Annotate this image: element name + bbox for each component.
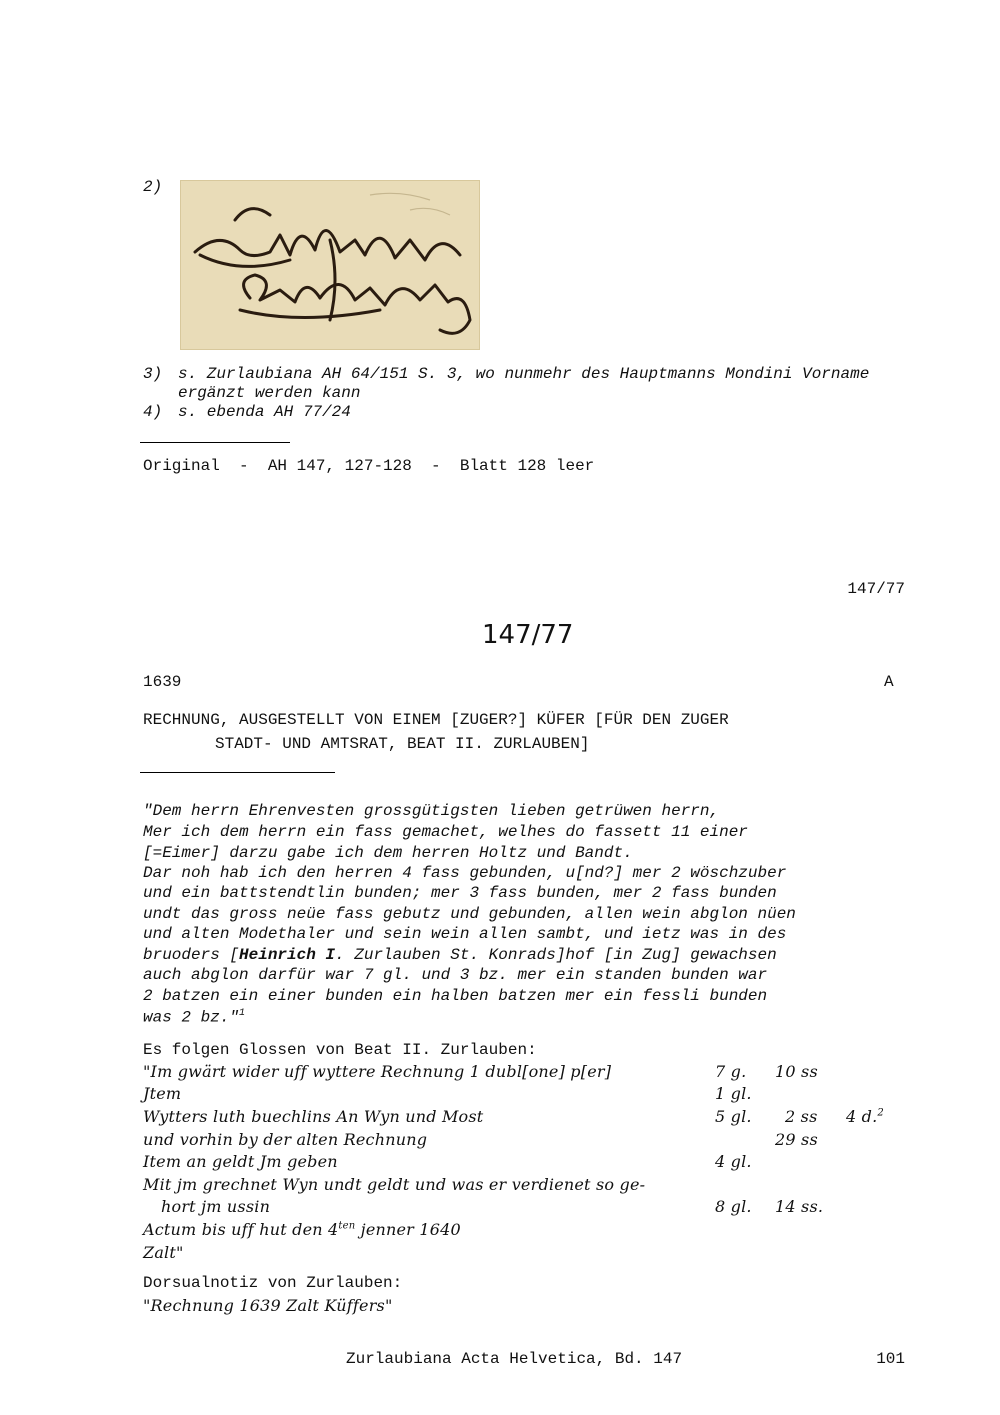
quote-text: bruoders [ xyxy=(143,946,240,964)
dorsal-label: Dorsualnotiz von Zurlauben: xyxy=(143,1274,403,1292)
quote-text: . Zurlauben St. Konrads]hof [in Zug] gewachsen xyxy=(335,946,777,964)
document-number-right: 147/77 xyxy=(847,580,905,598)
glosse-amount-schilling: 10 ss xyxy=(775,1062,818,1081)
footnote-4-text: s. ebenda AH 77/24 xyxy=(178,403,351,421)
page-number: 101 xyxy=(876,1350,905,1368)
glosse-row-text: Item an geldt Jm geben xyxy=(143,1152,338,1171)
glosse-row-text: Mit jm grechnet Wyn undt geldt und was er verdienet so ge- xyxy=(143,1175,646,1194)
quote-line: [=Eimer] darzu gabe ich dem herren Holtz und Bandt. xyxy=(143,844,633,862)
quote-line: Mer ich dem herrn ein fass gemachet, welhes do fassett 11 einer xyxy=(143,823,748,841)
glosse-amount-gulden: 4 gl. xyxy=(715,1152,752,1171)
glosse-amount-schilling: 14 ss. xyxy=(775,1197,824,1216)
actum-text: Actum bis uff hut den 4 xyxy=(143,1220,339,1239)
document-heading-line2: STADT- UND AMTSRAT, BEAT II. ZURLAUBEN] xyxy=(215,735,590,753)
glosse-amount-schilling: 2 ss xyxy=(785,1107,818,1126)
divider xyxy=(140,772,335,773)
quote-line: und alten Modethaler und sein wein allen sambt, und ietz was in des xyxy=(143,925,787,943)
glosse-amount-denar xyxy=(846,1107,884,1126)
glosse-row-text: Wytters luth buechlins An Wyn und Most xyxy=(143,1107,484,1126)
glossen-intro: Es folgen Glossen von Beat II. Zurlauben: xyxy=(143,1041,537,1059)
quote-line: undt das gross neüe fass gebutz und gebunden, allen wein abglon nüen xyxy=(143,905,796,923)
footnote-3-label: 3) xyxy=(143,365,163,383)
quote-line xyxy=(143,1008,245,1026)
quote-line: 2 batzen ein einer bunden ein halben batzen mer ein fessli bunden xyxy=(143,987,768,1005)
document-year: 1639 xyxy=(143,673,182,691)
dorsal-text: "Rechnung 1639 Zalt Küffers" xyxy=(143,1296,393,1315)
footnote-ref: 1 xyxy=(239,1008,246,1019)
quote-line: und ein battstendtlin bunden; mer 3 fass bunden, mer 2 fass bunden xyxy=(143,884,777,902)
divider xyxy=(140,442,290,443)
glosse-zalt: Zalt" xyxy=(143,1243,184,1262)
quote-line: "Dem herrn Ehrenvesten grossgütigsten lieben getrüwen herrn, xyxy=(143,802,720,820)
glosse-amount-gulden: 5 gl. xyxy=(715,1107,752,1126)
document-letter: A xyxy=(884,673,894,691)
glosse-actum xyxy=(143,1220,461,1239)
amount-text: 4 d. xyxy=(846,1107,878,1126)
quote-line xyxy=(143,946,777,964)
footnote-2-label: 2) xyxy=(143,178,163,196)
glosse-row-text: und vorhin by der alten Rechnung xyxy=(143,1130,428,1149)
glosse-amount-schilling: 29 ss xyxy=(775,1130,818,1149)
document-number-title: 147/77 xyxy=(482,620,574,650)
glosse-amount-gulden: 7 g. xyxy=(715,1062,747,1081)
footnote-3-line1: s. Zurlaubiana AH 64/151 S. 3, wo nunmehr des Hauptmanns Mondini Vorname xyxy=(178,365,870,383)
glosse-row-text: "Im gwärt wider uff wyttere Rechnung 1 dubl[one] p[er] xyxy=(143,1062,612,1081)
glosse-amount-gulden: 1 gl. xyxy=(715,1084,752,1103)
footnote-4-label: 4) xyxy=(143,403,163,421)
footnote-3-line2: ergänzt werden kann xyxy=(178,384,361,402)
quote-line: auch abglon darfür war 7 gl. und 3 bz. mer ein standen bunden war xyxy=(143,966,768,984)
footnote-ref: 2 xyxy=(877,1107,884,1119)
glosse-row-text: hort jm ussin xyxy=(161,1197,271,1216)
footer-title: Zurlaubiana Acta Helvetica, Bd. 147 xyxy=(346,1350,683,1368)
original-note: Original - AH 147, 127-128 - Blatt 128 leer xyxy=(143,457,595,475)
document-heading-line1: RECHNUNG, AUSGESTELLT VON EINEM [ZUGER?] KÜFER [FÜR DEN ZUGER xyxy=(143,711,729,729)
signature-image xyxy=(180,180,480,350)
actum-text: jenner 1640 xyxy=(355,1220,461,1239)
person-name: Heinrich I xyxy=(239,946,336,964)
quote-line: Dar noh hab ich den herren 4 fass gebunden, u[nd?] mer 2 wöschzuber xyxy=(143,864,787,882)
superscript: ten xyxy=(338,1220,356,1232)
glosse-row-text: Jtem xyxy=(143,1084,182,1103)
glosse-amount-gulden: 8 gl. xyxy=(715,1197,752,1216)
quote-text: was 2 bz." xyxy=(143,1008,240,1027)
